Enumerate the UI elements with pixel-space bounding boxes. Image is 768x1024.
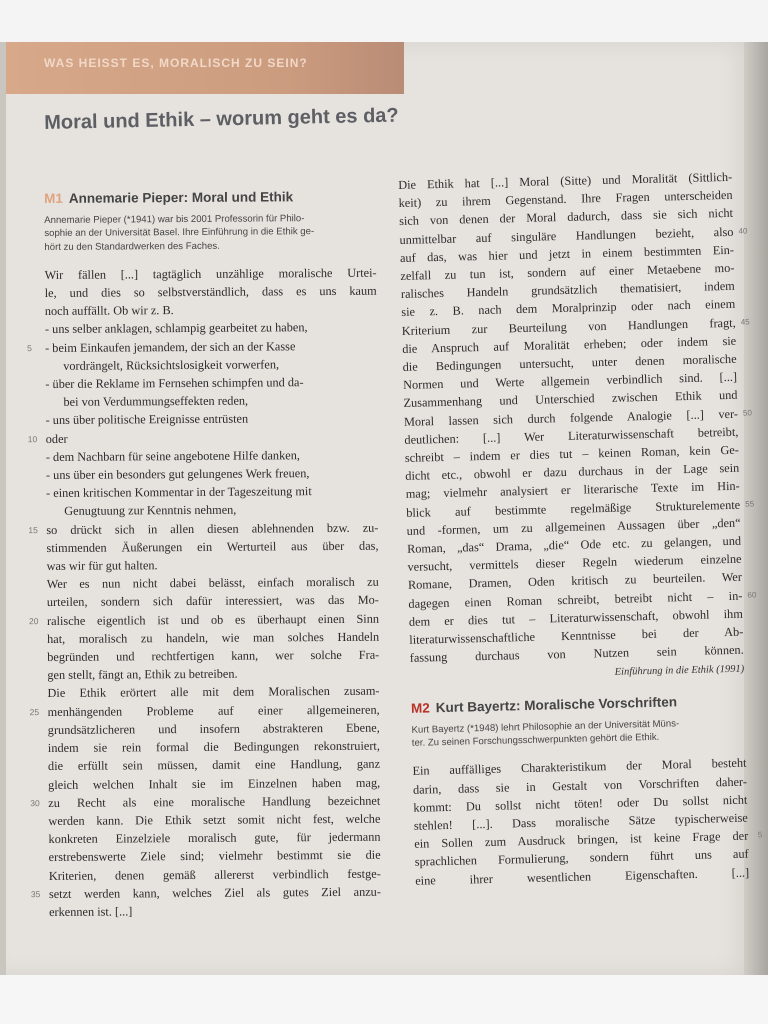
m1-source: Einführung in die Ethik (1991) xyxy=(614,664,745,679)
text-line-content: setzt werden kann, welches Ziel als gutes Ziel anzu- xyxy=(48,884,381,901)
text-line-content: blick auf bestimmte regelmäßige Strukturelemente xyxy=(406,497,741,520)
m2-text xyxy=(412,754,763,890)
right-column xyxy=(398,168,763,890)
text-line-content: - beim Einkaufen jemandem, der sich an der Kasse xyxy=(45,338,296,355)
text-line-content: begründen und rechtfertigen kann, wer solche Fra- xyxy=(47,647,380,665)
text-line xyxy=(47,646,379,667)
text-line-content: oder xyxy=(45,431,68,446)
m2-bio-line: ter. Zu seinen Forschungsschwerpunkten gehört die Ethik. xyxy=(411,731,660,749)
text-line-content: keit) zu ihrem Gegenstand. Ihre Fragen unterscheiden xyxy=(398,188,733,211)
text-line xyxy=(47,664,379,685)
text-line-content: stimmenden Äußerungen ein Werturteil aus über das, xyxy=(46,538,379,555)
m1-heading-text: Annemarie Pieper: Moral und Ethik xyxy=(68,189,294,206)
text-line-content: deutlichen: [...] Wer Literaturwissenschaft betreibt, xyxy=(404,424,739,447)
text-line xyxy=(45,373,377,394)
text-line-content: - über die Reklame im Fernsehen schimpfen und da- xyxy=(45,375,304,392)
text-line-content: fassung durchaus von Nutzen sein können. xyxy=(409,642,744,666)
text-line-content: Romane, Dramen, Oden kritisch zu beurteilen. Wer xyxy=(407,570,743,593)
text-line-content: stehlen! [...]. Dass moralische Sätze typischerweise xyxy=(413,810,748,833)
text-line xyxy=(48,773,380,794)
text-line-content: le, und dies so selbstverständlich, dass es uns kaum xyxy=(44,283,377,301)
m2-bio xyxy=(411,716,746,751)
line-number: 30 xyxy=(30,797,40,808)
text-line xyxy=(47,628,379,649)
text-line xyxy=(45,355,377,376)
text-line-content: Normen und Werte allgemein verbindlich sind. [...] xyxy=(402,370,738,393)
background-top xyxy=(0,0,768,42)
text-line-content: Kriterium zur Beurteilung von Handlungen fragt, xyxy=(401,315,736,338)
text-line-content: Wer es nun nicht dabei belässt, einfach moralisch zu xyxy=(46,574,379,592)
text-line xyxy=(47,682,379,703)
m1-bio-line: hört zu den Standardwerken des Faches. xyxy=(44,240,220,253)
text-line xyxy=(45,391,377,412)
line-number: 50 xyxy=(742,408,752,418)
page-title: Moral und Ethik – worum geht es da? xyxy=(44,104,399,134)
text-line xyxy=(49,846,381,867)
text-line xyxy=(48,719,380,740)
text-line-content: sich von denen der Moral dadurch, dass sie sich nicht xyxy=(398,206,734,229)
text-line xyxy=(47,591,379,612)
text-line xyxy=(46,446,378,467)
text-line xyxy=(45,300,377,321)
text-line xyxy=(47,555,379,576)
text-line-content: ralische eigentlich ist und ob es überhaupt einen Sinn xyxy=(46,611,380,628)
text-line-content: noch auffällt. Ob wir z. B. xyxy=(44,303,174,319)
text-line xyxy=(46,409,378,430)
text-line-content: - einen kritischen Kommentar in der Tageszeitung mit xyxy=(46,484,312,501)
text-line-content: dem er dies tut – Literaturwissenschaft, obwohl ihm xyxy=(408,606,743,629)
m1-bio-line: sophie an der Universität Basel. Ihre Einführung in die Ethik ge- xyxy=(44,226,315,240)
text-line-content: Zusammenhang und Unterschied zwischen Ethik und xyxy=(403,388,738,411)
text-line xyxy=(45,263,377,284)
text-line xyxy=(28,609,380,630)
line-number: 55 xyxy=(745,499,755,509)
text-line-content: und -formen, um zu allgemeinen Aussagen über „den“ xyxy=(406,515,741,538)
text-line xyxy=(28,518,379,539)
m1-bio xyxy=(44,212,376,254)
text-line xyxy=(48,755,380,776)
text-line-content: zelfall zu tun ist, sondern auf einer Metaebene mo- xyxy=(400,260,735,283)
text-line xyxy=(48,828,380,849)
text-line-content: Ein auffälliges Charakteristikum der Moral besteht xyxy=(412,755,747,779)
text-line-content: schreibt – indem er dies tut – keinen Roman, kein Ge- xyxy=(404,442,739,465)
text-line-content: gen stellt, fängt an, Ethik zu betreiben. xyxy=(47,666,238,683)
text-line xyxy=(46,500,378,521)
text-line xyxy=(30,791,381,812)
text-line-content: vordrängelt, Rücksichtslosigkeit vorwerfen, xyxy=(63,357,280,373)
m1-text xyxy=(27,263,382,921)
text-line xyxy=(47,573,379,594)
text-line-content: Genugtuung zur Kenntnis nehmen, xyxy=(64,503,237,519)
text-line-content: ralisches Handeln grundsätzlich thematisiert, indem xyxy=(400,279,735,302)
text-line-content: konkreten Einzelziele moralisch gute, für jedermann xyxy=(48,829,381,847)
text-line-content: Roman, „das“ Drama, „die“ Ode etc. zu gelangen, und xyxy=(406,533,742,556)
line-number: 20 xyxy=(28,615,39,626)
text-line xyxy=(46,464,378,485)
text-line-content: literaturwissenschaftliche Kenntnisse bei der Ab- xyxy=(409,624,744,647)
text-line-content: versucht, vermittels dieser Regeln wiederum einzelne xyxy=(407,551,742,575)
text-line-content: erstrebenswerte Ziele sind; vielmehr bestimmt sie die xyxy=(48,847,381,865)
line-number: 40 xyxy=(738,226,748,236)
text-line-content: Wir fällen [...] tagtäglich unzählige moralische Urtei- xyxy=(44,265,377,282)
text-line-content: grundsätzlicheren und insofern abstrakteren Ebene, xyxy=(47,720,380,737)
text-line-content: sie z. B. nach dem Moralprinzip oder nach einem xyxy=(401,297,736,320)
text-line-content: ein Sollen zum Ausdruck bringen, ist keine Frage der xyxy=(414,828,749,851)
text-line xyxy=(45,318,377,339)
left-column xyxy=(27,188,381,921)
text-line xyxy=(27,427,378,448)
line-number: 5 xyxy=(757,830,763,840)
m2-badge: M2 xyxy=(410,700,430,716)
line-number: 45 xyxy=(740,317,750,327)
text-line xyxy=(49,864,381,885)
text-line-content: erkennen ist. [...] xyxy=(48,904,133,919)
m1-heading xyxy=(44,188,376,209)
text-line-content: eine ihrer wesentlichen Eigenschaften. [...] xyxy=(415,865,750,888)
text-line xyxy=(46,537,378,558)
text-line xyxy=(49,901,381,922)
m1-bio-line: Annemarie Pieper (*1941) war bis 2001 Professorin für Philo- xyxy=(44,213,305,227)
line-number: 35 xyxy=(30,888,41,899)
line-number: 25 xyxy=(29,706,40,717)
text-line-content: indem sie rein formal die Bedingungen rekonstruiert, xyxy=(47,738,380,756)
text-line-content: werden kann. Die Ethik setzt somit nicht fest, welche xyxy=(48,811,381,828)
text-line-content: was wir für gut halten. xyxy=(46,558,158,574)
text-line-content: Moral lassen sich durch folgende Analogie [...] ver- xyxy=(403,406,739,429)
text-line-content: die Anspruch auf Moralität erheben; oder indem sie xyxy=(402,333,737,356)
text-line-content: darin, dass sie in Gestalt von Vorschriften daher- xyxy=(412,774,748,797)
text-line-content: die erfüllt sein müssen, damit eine Handlung, ganz xyxy=(47,756,381,774)
text-line-content: unmittelbar auf singuläre Handlungen bezieht, also xyxy=(399,224,734,247)
text-line-content: - dem Nachbarn für seine angebotene Hilfe danken, xyxy=(45,448,300,464)
text-line-content: gleich welchen Inhalt sie im Einzelnen haben mag, xyxy=(48,775,381,792)
text-line-content: dagegen einen Roman schreibt, betreibt nicht – in- xyxy=(408,588,743,611)
line-number: 5 xyxy=(27,342,32,353)
m2-bio-line: Kurt Bayertz (*1948) lehrt Philosophie an der Universität Müns- xyxy=(411,718,680,736)
text-line xyxy=(48,737,380,758)
text-line-content: so drückt sich in allen diesen ablehnenden bzw. zu- xyxy=(46,520,379,537)
text-line-content: menhängenden Probleme auf einer allgemeineren, xyxy=(47,702,380,719)
text-line-content: Die Ethik hat [...] Moral (Sitte) und Moralität (Sittlich- xyxy=(398,169,733,192)
text-line-content: auf das, was hier und jetzt in einem bestimmten Ein- xyxy=(399,242,735,265)
text-line xyxy=(46,482,378,503)
text-line-content: - uns selber anklagen, schlampig gearbeitet zu haben, xyxy=(44,320,308,337)
m1-text-continued xyxy=(398,168,757,667)
chapter-banner-text: WAS HEISST ES, MORALISCH ZU SEIN? xyxy=(44,56,308,70)
text-line-content: - uns über politische Ereignisse entrüsten xyxy=(45,412,249,428)
text-line-content: - uns über ein besonders gut gelungenes Werk freuen, xyxy=(45,466,310,483)
text-line-content: sprachlichen Formulierung, sondern führt uns auf xyxy=(414,846,749,870)
m1-badge: M1 xyxy=(44,190,63,206)
background-bottom xyxy=(0,975,768,1024)
text-line-content: Die Ethik erörtert alle mit dem Moralischen zusam- xyxy=(47,684,380,701)
text-line-content: zu Recht als eine moralische Handlung bezeichnet xyxy=(48,793,381,810)
text-line xyxy=(30,882,381,903)
text-line-content: die Bedingungen untersucht, unter denen moralische xyxy=(402,351,737,374)
text-line-content: hat, moralisch zu handeln, wie man solches Handeln xyxy=(47,629,380,646)
text-line-content: Kriterien, denen gemäß allererst verbindlich festge- xyxy=(48,866,381,883)
m2-heading-text: Kurt Bayertz: Moralische Vorschriften xyxy=(435,694,678,715)
text-line-content: dicht etc., obwohl er dazu durchaus in der Lage sein xyxy=(405,461,740,484)
text-line xyxy=(45,282,377,303)
text-line-content: kommt: Du sollst nicht töten! oder Du sollst nicht xyxy=(413,792,748,815)
text-line-content: urteilen, sondern sich dafür interessiert, was das Mo- xyxy=(46,593,379,610)
line-number: 10 xyxy=(27,433,38,444)
text-line xyxy=(27,336,377,357)
text-line xyxy=(29,700,380,721)
text-line-content: bei von Verdummungseffekten reden, xyxy=(63,393,249,410)
text-line-content: mag; vielmehr analysiert er literarische Texte im Hin- xyxy=(405,479,740,502)
text-line xyxy=(48,810,380,831)
m2-heading xyxy=(411,691,745,717)
line-number: 15 xyxy=(28,524,38,535)
line-number: 60 xyxy=(747,590,757,600)
